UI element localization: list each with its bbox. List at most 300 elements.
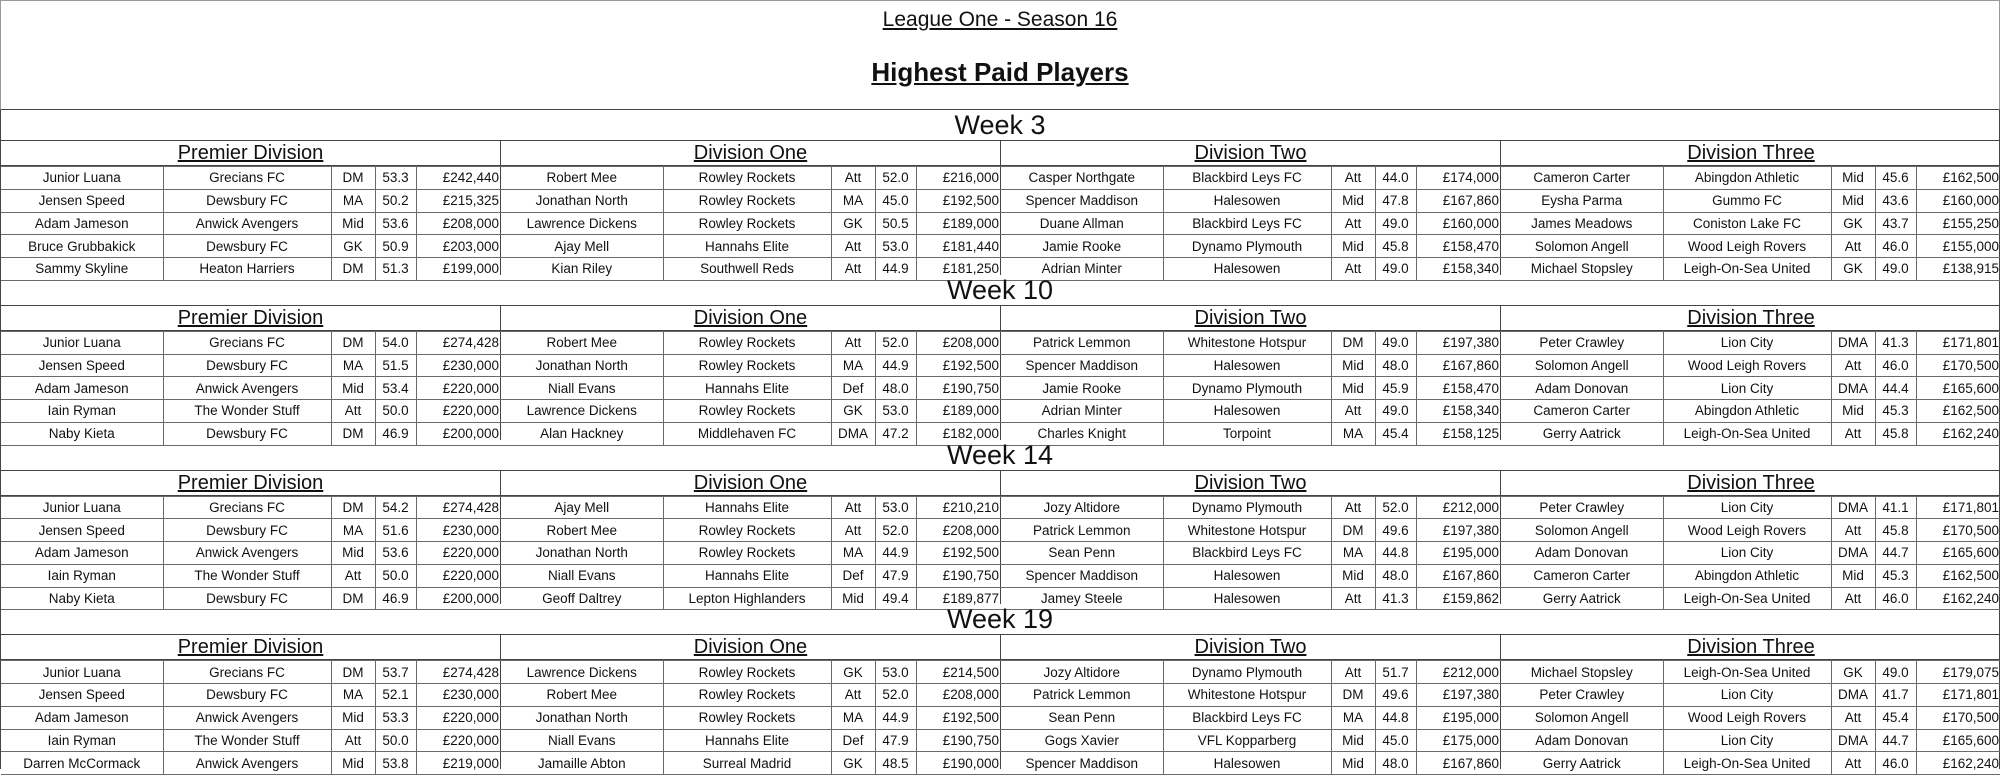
wage-cell[interactable]: £208,000	[916, 684, 1001, 707]
wage-cell[interactable]: £158,340	[1416, 258, 1501, 281]
club-name-cell[interactable]: Abingdon Athletic	[1663, 167, 1831, 190]
player-name-cell[interactable]: Jonathan North	[501, 706, 663, 729]
position-cell[interactable]: Att	[831, 331, 875, 354]
player-name-cell[interactable]: Darren McCormack	[1, 752, 163, 775]
position-cell[interactable]: DMA	[1831, 729, 1875, 752]
rating-cell[interactable]: 51.5	[375, 354, 416, 377]
wage-cell[interactable]: £171,801	[1916, 684, 2000, 707]
wage-cell[interactable]: £189,877	[916, 587, 1001, 610]
rating-cell[interactable]: 50.2	[375, 189, 416, 212]
rating-cell[interactable]: 46.0	[1875, 354, 1916, 377]
position-cell[interactable]: Att	[1831, 587, 1875, 610]
player-name-cell[interactable]: Jamaille Abton	[501, 752, 663, 775]
club-name-cell[interactable]: Abingdon Athletic	[1663, 564, 1831, 587]
club-name-cell[interactable]: Rowley Rockets	[663, 212, 831, 235]
position-cell[interactable]: MA	[331, 189, 375, 212]
player-name-cell[interactable]: Jensen Speed	[1, 354, 163, 377]
player-name-cell[interactable]: Adrian Minter	[1001, 258, 1163, 281]
player-name-cell[interactable]: Jozy Altidore	[1001, 496, 1163, 519]
club-name-cell[interactable]: Wood Leigh Rovers	[1663, 354, 1831, 377]
wage-cell[interactable]: £242,440	[416, 167, 501, 190]
rating-cell[interactable]: 50.0	[375, 400, 416, 423]
position-cell[interactable]: Att	[1331, 167, 1375, 190]
club-name-cell[interactable]: Leigh-On-Sea United	[1663, 587, 1831, 610]
rating-cell[interactable]: 47.9	[875, 564, 916, 587]
player-name-cell[interactable]: Peter Crawley	[1501, 496, 1663, 519]
position-cell[interactable]: Att	[1331, 661, 1375, 684]
player-name-cell[interactable]: Jensen Speed	[1, 189, 163, 212]
player-name-cell[interactable]: Robert Mee	[501, 684, 663, 707]
rating-cell[interactable]: 52.1	[375, 684, 416, 707]
club-name-cell[interactable]: VFL Kopparberg	[1163, 729, 1331, 752]
rating-cell[interactable]: 48.5	[875, 752, 916, 775]
wage-cell[interactable]: £170,500	[1916, 519, 2000, 542]
wage-cell[interactable]: £175,000	[1416, 729, 1501, 752]
club-name-cell[interactable]: Dynamo Plymouth	[1163, 235, 1331, 258]
player-name-cell[interactable]: Jonathan North	[501, 542, 663, 565]
player-name-cell[interactable]: Gogs Xavier	[1001, 729, 1163, 752]
rating-cell[interactable]: 52.0	[875, 684, 916, 707]
position-cell[interactable]: Mid	[331, 706, 375, 729]
position-cell[interactable]: Att	[1831, 752, 1875, 775]
player-name-cell[interactable]: Lawrence Dickens	[501, 661, 663, 684]
position-cell[interactable]: Mid	[331, 542, 375, 565]
rating-cell[interactable]: 49.0	[1375, 212, 1416, 235]
position-cell[interactable]: Mid	[1331, 189, 1375, 212]
club-name-cell[interactable]: Blackbird Leys FC	[1163, 212, 1331, 235]
player-name-cell[interactable]: Solomon Angell	[1501, 519, 1663, 542]
club-name-cell[interactable]: Rowley Rockets	[663, 684, 831, 707]
player-name-cell[interactable]: Cameron Carter	[1501, 167, 1663, 190]
club-name-cell[interactable]: Whitestone Hotspur	[1163, 331, 1331, 354]
rating-cell[interactable]: 45.3	[1875, 400, 1916, 423]
club-name-cell[interactable]: Blackbird Leys FC	[1163, 706, 1331, 729]
wage-cell[interactable]: £162,240	[1916, 752, 2000, 775]
club-name-cell[interactable]: Rowley Rockets	[663, 661, 831, 684]
position-cell[interactable]: Att	[331, 729, 375, 752]
player-name-cell[interactable]: Lawrence Dickens	[501, 212, 663, 235]
wage-cell[interactable]: £171,801	[1916, 331, 2000, 354]
wage-cell[interactable]: £230,000	[416, 354, 501, 377]
player-name-cell[interactable]: Adam Donovan	[1501, 377, 1663, 400]
player-name-cell[interactable]: Naby Kieta	[1, 422, 163, 445]
wage-cell[interactable]: £230,000	[416, 684, 501, 707]
player-name-cell[interactable]: Solomon Angell	[1501, 354, 1663, 377]
rating-cell[interactable]: 41.1	[1875, 496, 1916, 519]
wage-cell[interactable]: £212,000	[1416, 661, 1501, 684]
wage-cell[interactable]: £200,000	[416, 587, 501, 610]
club-name-cell[interactable]: Coniston Lake FC	[1663, 212, 1831, 235]
rating-cell[interactable]: 47.2	[875, 422, 916, 445]
wage-cell[interactable]: £220,000	[416, 564, 501, 587]
player-name-cell[interactable]: Cameron Carter	[1501, 400, 1663, 423]
player-name-cell[interactable]: Bruce Grubbakick	[1, 235, 163, 258]
position-cell[interactable]: Att	[1331, 496, 1375, 519]
position-cell[interactable]: DM	[1331, 684, 1375, 707]
position-cell[interactable]: Mid	[1831, 167, 1875, 190]
rating-cell[interactable]: 53.0	[875, 400, 916, 423]
player-name-cell[interactable]: Junior Luana	[1, 496, 163, 519]
club-name-cell[interactable]: Anwick Avengers	[163, 752, 331, 775]
wage-cell[interactable]: £190,750	[916, 377, 1001, 400]
wage-cell[interactable]: £220,000	[416, 377, 501, 400]
rating-cell[interactable]: 53.3	[375, 706, 416, 729]
player-name-cell[interactable]: Sean Penn	[1001, 706, 1163, 729]
club-name-cell[interactable]: Middlehaven FC	[663, 422, 831, 445]
club-name-cell[interactable]: Hannahs Elite	[663, 377, 831, 400]
position-cell[interactable]: MA	[1331, 706, 1375, 729]
club-name-cell[interactable]: Blackbird Leys FC	[1163, 167, 1331, 190]
position-cell[interactable]: MA	[1331, 422, 1375, 445]
rating-cell[interactable]: 43.6	[1875, 189, 1916, 212]
rating-cell[interactable]: 46.9	[375, 422, 416, 445]
player-name-cell[interactable]: Spencer Maddison	[1001, 752, 1163, 775]
wage-cell[interactable]: £220,000	[416, 729, 501, 752]
player-name-cell[interactable]: Michael Stopsley	[1501, 661, 1663, 684]
player-name-cell[interactable]: Adam Donovan	[1501, 542, 1663, 565]
wage-cell[interactable]: £192,500	[916, 189, 1001, 212]
wage-cell[interactable]: £189,000	[916, 400, 1001, 423]
wage-cell[interactable]: £155,250	[1916, 212, 2000, 235]
player-name-cell[interactable]: Spencer Maddison	[1001, 354, 1163, 377]
rating-cell[interactable]: 44.7	[1875, 542, 1916, 565]
club-name-cell[interactable]: Rowley Rockets	[663, 167, 831, 190]
club-name-cell[interactable]: Whitestone Hotspur	[1163, 519, 1331, 542]
position-cell[interactable]: DM	[331, 587, 375, 610]
player-name-cell[interactable]: Adam Jameson	[1, 706, 163, 729]
wage-cell[interactable]: £220,000	[416, 706, 501, 729]
rating-cell[interactable]: 48.0	[1375, 752, 1416, 775]
position-cell[interactable]: Def	[831, 377, 875, 400]
rating-cell[interactable]: 45.4	[1375, 422, 1416, 445]
club-name-cell[interactable]: Grecians FC	[163, 167, 331, 190]
player-name-cell[interactable]: James Meadows	[1501, 212, 1663, 235]
wage-cell[interactable]: £162,240	[1916, 422, 2000, 445]
player-name-cell[interactable]: Gerry Aatrick	[1501, 422, 1663, 445]
position-cell[interactable]: DMA	[1831, 496, 1875, 519]
player-name-cell[interactable]: Jamey Steele	[1001, 587, 1163, 610]
club-name-cell[interactable]: Lion City	[1663, 377, 1831, 400]
wage-cell[interactable]: £197,380	[1416, 684, 1501, 707]
rating-cell[interactable]: 44.9	[875, 258, 916, 281]
player-name-cell[interactable]: Alan Hackney	[501, 422, 663, 445]
wage-cell[interactable]: £189,000	[916, 212, 1001, 235]
position-cell[interactable]: Att	[1831, 235, 1875, 258]
wage-cell[interactable]: £190,000	[916, 752, 1001, 775]
club-name-cell[interactable]: Wood Leigh Rovers	[1663, 706, 1831, 729]
position-cell[interactable]: DM	[331, 258, 375, 281]
club-name-cell[interactable]: Hannahs Elite	[663, 496, 831, 519]
position-cell[interactable]: MA	[831, 189, 875, 212]
rating-cell[interactable]: 51.7	[1375, 661, 1416, 684]
player-name-cell[interactable]: Robert Mee	[501, 331, 663, 354]
rating-cell[interactable]: 53.7	[375, 661, 416, 684]
rating-cell[interactable]: 52.0	[1375, 496, 1416, 519]
club-name-cell[interactable]: Leigh-On-Sea United	[1663, 258, 1831, 281]
player-name-cell[interactable]: Niall Evans	[501, 377, 663, 400]
position-cell[interactable]: MA	[331, 519, 375, 542]
position-cell[interactable]: Att	[331, 400, 375, 423]
rating-cell[interactable]: 45.8	[1375, 235, 1416, 258]
club-name-cell[interactable]: Lion City	[1663, 496, 1831, 519]
rating-cell[interactable]: 46.0	[1875, 235, 1916, 258]
rating-cell[interactable]: 50.5	[875, 212, 916, 235]
rating-cell[interactable]: 53.0	[875, 496, 916, 519]
wage-cell[interactable]: £214,500	[916, 661, 1001, 684]
wage-cell[interactable]: £160,000	[1416, 212, 1501, 235]
rating-cell[interactable]: 47.8	[1375, 189, 1416, 212]
rating-cell[interactable]: 54.0	[375, 331, 416, 354]
wage-cell[interactable]: £170,500	[1916, 354, 2000, 377]
position-cell[interactable]: Att	[831, 496, 875, 519]
position-cell[interactable]: Mid	[1331, 564, 1375, 587]
rating-cell[interactable]: 49.0	[1375, 331, 1416, 354]
wage-cell[interactable]: £192,500	[916, 706, 1001, 729]
position-cell[interactable]: DM	[331, 331, 375, 354]
position-cell[interactable]: DM	[331, 661, 375, 684]
rating-cell[interactable]: 50.9	[375, 235, 416, 258]
club-name-cell[interactable]: Dewsbury FC	[163, 422, 331, 445]
player-name-cell[interactable]: Solomon Angell	[1501, 235, 1663, 258]
club-name-cell[interactable]: Leigh-On-Sea United	[1663, 752, 1831, 775]
rating-cell[interactable]: 53.6	[375, 212, 416, 235]
wage-cell[interactable]: £200,000	[416, 422, 501, 445]
wage-cell[interactable]: £197,380	[1416, 331, 1501, 354]
player-name-cell[interactable]: Casper Northgate	[1001, 167, 1163, 190]
player-name-cell[interactable]: Patrick Lemmon	[1001, 331, 1163, 354]
position-cell[interactable]: MA	[1331, 542, 1375, 565]
wage-cell[interactable]: £158,125	[1416, 422, 1501, 445]
player-name-cell[interactable]: Iain Ryman	[1, 564, 163, 587]
position-cell[interactable]: DM	[1331, 519, 1375, 542]
rating-cell[interactable]: 46.0	[1875, 752, 1916, 775]
player-name-cell[interactable]: Cameron Carter	[1501, 564, 1663, 587]
rating-cell[interactable]: 53.4	[375, 377, 416, 400]
rating-cell[interactable]: 44.7	[1875, 729, 1916, 752]
rating-cell[interactable]: 51.6	[375, 519, 416, 542]
rating-cell[interactable]: 53.6	[375, 542, 416, 565]
rating-cell[interactable]: 44.0	[1375, 167, 1416, 190]
rating-cell[interactable]: 44.9	[875, 354, 916, 377]
player-name-cell[interactable]: Ajay Mell	[501, 496, 663, 519]
player-name-cell[interactable]: Charles Knight	[1001, 422, 1163, 445]
player-name-cell[interactable]: Duane Allman	[1001, 212, 1163, 235]
club-name-cell[interactable]: Lion City	[1663, 684, 1831, 707]
position-cell[interactable]: Att	[331, 564, 375, 587]
wage-cell[interactable]: £274,428	[416, 661, 501, 684]
rating-cell[interactable]: 51.3	[375, 258, 416, 281]
player-name-cell[interactable]: Iain Ryman	[1, 400, 163, 423]
player-name-cell[interactable]: Spencer Maddison	[1001, 189, 1163, 212]
rating-cell[interactable]: 44.9	[875, 542, 916, 565]
position-cell[interactable]: Att	[1831, 706, 1875, 729]
rating-cell[interactable]: 45.0	[875, 189, 916, 212]
rating-cell[interactable]: 45.6	[1875, 167, 1916, 190]
player-name-cell[interactable]: Jonathan North	[501, 354, 663, 377]
rating-cell[interactable]: 49.0	[1375, 258, 1416, 281]
wage-cell[interactable]: £167,860	[1416, 752, 1501, 775]
rating-cell[interactable]: 45.8	[1875, 519, 1916, 542]
club-name-cell[interactable]: Rowley Rockets	[663, 706, 831, 729]
wage-cell[interactable]: £190,750	[916, 729, 1001, 752]
player-name-cell[interactable]: Robert Mee	[501, 519, 663, 542]
player-name-cell[interactable]: Jonathan North	[501, 189, 663, 212]
position-cell[interactable]: GK	[1831, 258, 1875, 281]
position-cell[interactable]: Att	[1331, 400, 1375, 423]
wage-cell[interactable]: £274,428	[416, 331, 501, 354]
wage-cell[interactable]: £208,000	[916, 519, 1001, 542]
club-name-cell[interactable]: Whitestone Hotspur	[1163, 684, 1331, 707]
position-cell[interactable]: Att	[831, 167, 875, 190]
player-name-cell[interactable]: Peter Crawley	[1501, 684, 1663, 707]
player-name-cell[interactable]: Adam Donovan	[1501, 729, 1663, 752]
club-name-cell[interactable]: Dewsbury FC	[163, 519, 331, 542]
rating-cell[interactable]: 54.2	[375, 496, 416, 519]
wage-cell[interactable]: £216,000	[916, 167, 1001, 190]
rating-cell[interactable]: 45.4	[1875, 706, 1916, 729]
wage-cell[interactable]: £215,325	[416, 189, 501, 212]
position-cell[interactable]: GK	[831, 400, 875, 423]
wage-cell[interactable]: £171,801	[1916, 496, 2000, 519]
position-cell[interactable]: Att	[831, 258, 875, 281]
position-cell[interactable]: Mid	[331, 212, 375, 235]
player-name-cell[interactable]: Jensen Speed	[1, 684, 163, 707]
rating-cell[interactable]: 53.3	[375, 167, 416, 190]
position-cell[interactable]: GK	[831, 661, 875, 684]
position-cell[interactable]: MA	[831, 542, 875, 565]
club-name-cell[interactable]: Rowley Rockets	[663, 354, 831, 377]
position-cell[interactable]: Mid	[831, 587, 875, 610]
club-name-cell[interactable]: Hannahs Elite	[663, 564, 831, 587]
position-cell[interactable]: DMA	[831, 422, 875, 445]
club-name-cell[interactable]: Lion City	[1663, 331, 1831, 354]
wage-cell[interactable]: £159,862	[1416, 587, 1501, 610]
wage-cell[interactable]: £197,380	[1416, 519, 1501, 542]
club-name-cell[interactable]: Rowley Rockets	[663, 189, 831, 212]
wage-cell[interactable]: £274,428	[416, 496, 501, 519]
position-cell[interactable]: Att	[1331, 258, 1375, 281]
position-cell[interactable]: Mid	[1331, 235, 1375, 258]
club-name-cell[interactable]: Rowley Rockets	[663, 519, 831, 542]
position-cell[interactable]: DMA	[1831, 684, 1875, 707]
club-name-cell[interactable]: Halesowen	[1163, 258, 1331, 281]
wage-cell[interactable]: £160,000	[1916, 189, 2000, 212]
rating-cell[interactable]: 49.0	[1875, 258, 1916, 281]
position-cell[interactable]: Att	[1831, 519, 1875, 542]
rating-cell[interactable]: 52.0	[875, 167, 916, 190]
club-name-cell[interactable]: Dewsbury FC	[163, 587, 331, 610]
player-name-cell[interactable]: Junior Luana	[1, 661, 163, 684]
player-name-cell[interactable]: Adrian Minter	[1001, 400, 1163, 423]
position-cell[interactable]: DM	[1331, 331, 1375, 354]
position-cell[interactable]: GK	[831, 212, 875, 235]
rating-cell[interactable]: 46.0	[1875, 587, 1916, 610]
rating-cell[interactable]: 43.7	[1875, 212, 1916, 235]
club-name-cell[interactable]: The Wonder Stuff	[163, 564, 331, 587]
position-cell[interactable]: Mid	[331, 752, 375, 775]
club-name-cell[interactable]: Lion City	[1663, 729, 1831, 752]
player-name-cell[interactable]: Jamie Rooke	[1001, 235, 1163, 258]
player-name-cell[interactable]: Adam Jameson	[1, 377, 163, 400]
wage-cell[interactable]: £179,075	[1916, 661, 2000, 684]
position-cell[interactable]: GK	[1831, 661, 1875, 684]
player-name-cell[interactable]: Michael Stopsley	[1501, 258, 1663, 281]
wage-cell[interactable]: £165,600	[1916, 542, 2000, 565]
wage-cell[interactable]: £158,470	[1416, 377, 1501, 400]
wage-cell[interactable]: £170,500	[1916, 706, 2000, 729]
position-cell[interactable]: DM	[331, 167, 375, 190]
position-cell[interactable]: Def	[831, 729, 875, 752]
rating-cell[interactable]: 53.8	[375, 752, 416, 775]
club-name-cell[interactable]: Halesowen	[1163, 752, 1331, 775]
club-name-cell[interactable]: Grecians FC	[163, 331, 331, 354]
player-name-cell[interactable]: Jensen Speed	[1, 519, 163, 542]
position-cell[interactable]: DMA	[1831, 331, 1875, 354]
rating-cell[interactable]: 49.4	[875, 587, 916, 610]
wage-cell[interactable]: £165,600	[1916, 377, 2000, 400]
rating-cell[interactable]: 44.8	[1375, 706, 1416, 729]
position-cell[interactable]: Mid	[1331, 354, 1375, 377]
club-name-cell[interactable]: Anwick Avengers	[163, 377, 331, 400]
club-name-cell[interactable]: Dynamo Plymouth	[1163, 496, 1331, 519]
position-cell[interactable]: DMA	[1831, 377, 1875, 400]
player-name-cell[interactable]: Gerry Aatrick	[1501, 752, 1663, 775]
club-name-cell[interactable]: Lepton Highlanders	[663, 587, 831, 610]
club-name-cell[interactable]: Hannahs Elite	[663, 235, 831, 258]
position-cell[interactable]: Mid	[1331, 752, 1375, 775]
club-name-cell[interactable]: Dewsbury FC	[163, 354, 331, 377]
player-name-cell[interactable]: Jamie Rooke	[1001, 377, 1163, 400]
position-cell[interactable]: Mid	[1831, 189, 1875, 212]
player-name-cell[interactable]: Lawrence Dickens	[501, 400, 663, 423]
club-name-cell[interactable]: Wood Leigh Rovers	[1663, 235, 1831, 258]
rating-cell[interactable]: 41.3	[1875, 331, 1916, 354]
club-name-cell[interactable]: Halesowen	[1163, 189, 1331, 212]
club-name-cell[interactable]: Halesowen	[1163, 400, 1331, 423]
club-name-cell[interactable]: Dewsbury FC	[163, 684, 331, 707]
position-cell[interactable]: Mid	[1831, 400, 1875, 423]
player-name-cell[interactable]: Ajay Mell	[501, 235, 663, 258]
player-name-cell[interactable]: Peter Crawley	[1501, 331, 1663, 354]
position-cell[interactable]: GK	[1831, 212, 1875, 235]
wage-cell[interactable]: £195,000	[1416, 542, 1501, 565]
player-name-cell[interactable]: Geoff Daltrey	[501, 587, 663, 610]
rating-cell[interactable]: 46.9	[375, 587, 416, 610]
club-name-cell[interactable]: Anwick Avengers	[163, 212, 331, 235]
position-cell[interactable]: Def	[831, 564, 875, 587]
position-cell[interactable]: GK	[331, 235, 375, 258]
wage-cell[interactable]: £158,470	[1416, 235, 1501, 258]
position-cell[interactable]: Att	[831, 519, 875, 542]
position-cell[interactable]: Att	[1331, 212, 1375, 235]
rating-cell[interactable]: 48.0	[1375, 354, 1416, 377]
wage-cell[interactable]: £174,000	[1416, 167, 1501, 190]
wage-cell[interactable]: £199,000	[416, 258, 501, 281]
rating-cell[interactable]: 44.4	[1875, 377, 1916, 400]
position-cell[interactable]: MA	[331, 354, 375, 377]
wage-cell[interactable]: £230,000	[416, 519, 501, 542]
club-name-cell[interactable]: Halesowen	[1163, 587, 1331, 610]
wage-cell[interactable]: £208,000	[416, 212, 501, 235]
player-name-cell[interactable]: Junior Luana	[1, 331, 163, 354]
position-cell[interactable]: Att	[1831, 354, 1875, 377]
player-name-cell[interactable]: Gerry Aatrick	[1501, 587, 1663, 610]
player-name-cell[interactable]: Eysha Parma	[1501, 189, 1663, 212]
wage-cell[interactable]: £182,000	[916, 422, 1001, 445]
club-name-cell[interactable]: The Wonder Stuff	[163, 400, 331, 423]
club-name-cell[interactable]: Leigh-On-Sea United	[1663, 422, 1831, 445]
club-name-cell[interactable]: Halesowen	[1163, 354, 1331, 377]
